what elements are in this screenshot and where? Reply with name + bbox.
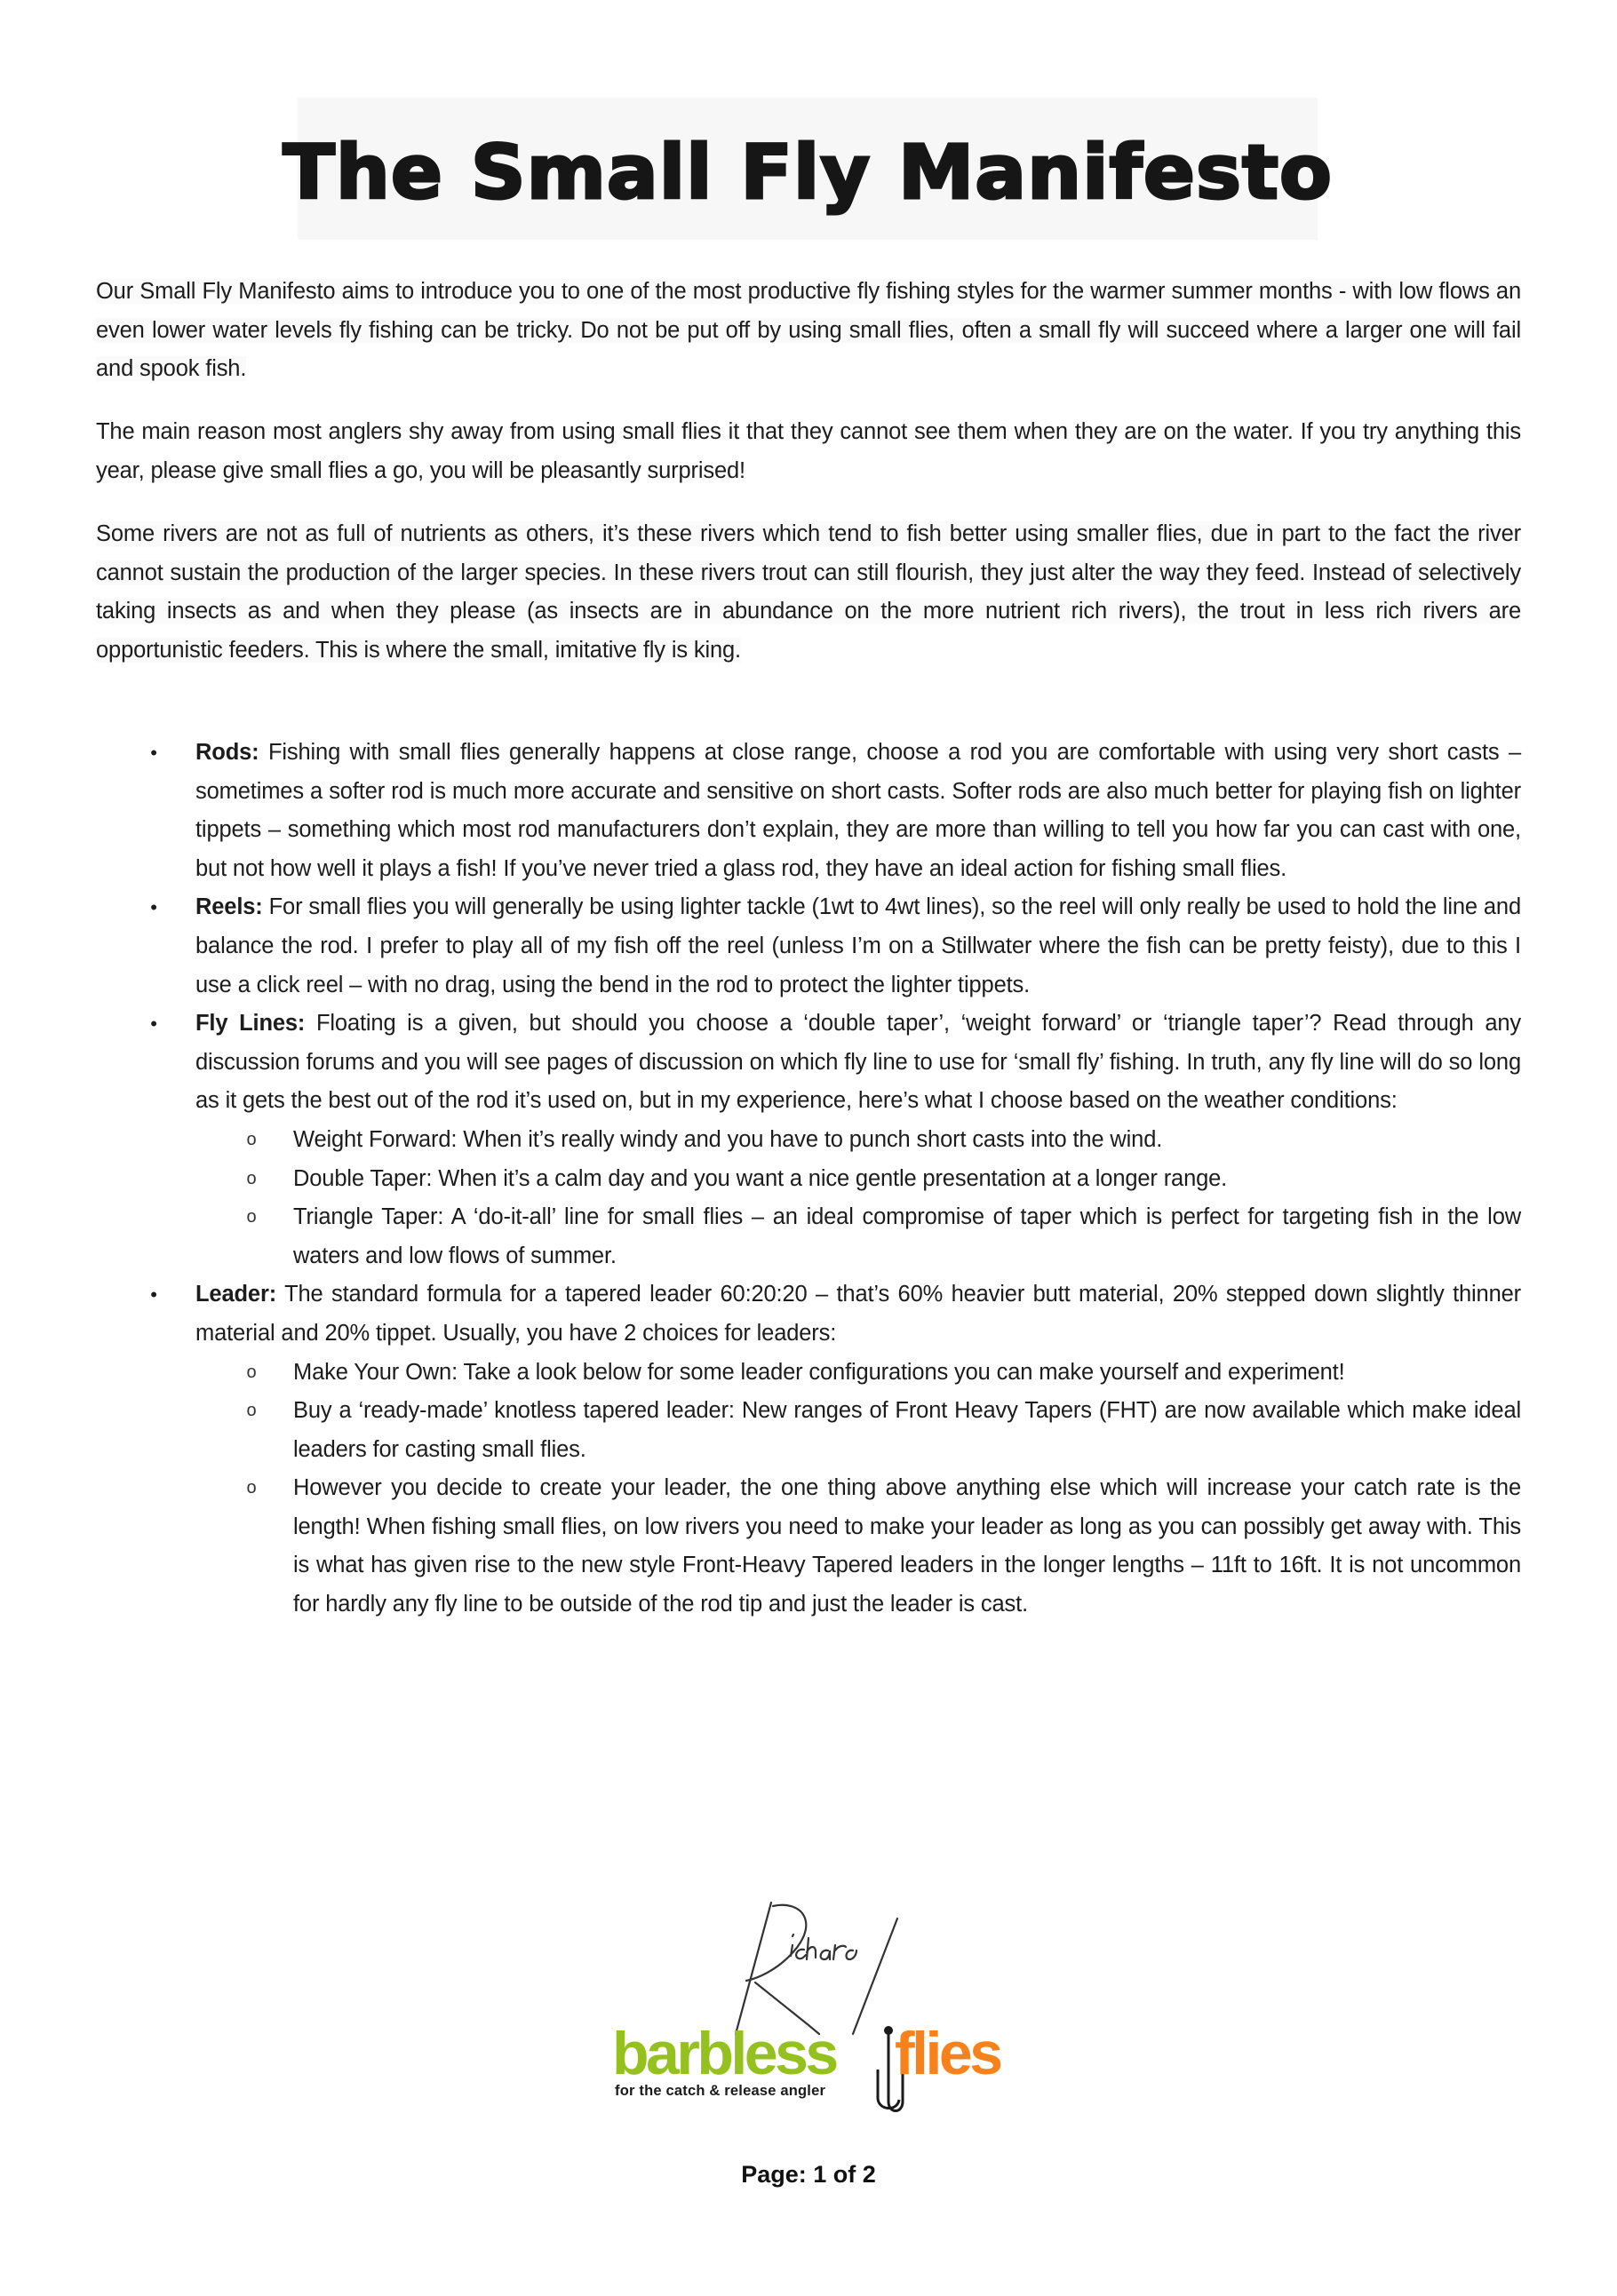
paragraph-text: Some rivers are not as full of nutrients as others, it’s these rivers which tend to fish better using smaller flies, due in part to the fact the river cannot sustain the production of the larger species. In these rivers trout can still flourish, they just alter the way they feed. Instead of selectively taking insects as and when they please (as insects are in abundance on the more nutrient rich rivers), the trout in less rich rivers are opportunistic feeders. This is where the small, imitative fly is king. <box>96 521 1521 663</box>
paragraph-text: Our Small Fly Manifesto aims to introduce you to one of the most productive fly fishing styles for the warmer summer months - with low flows an even lower water levels fly fishing can be tricky. Do not be put off by using small flies, often a small fly will succeed where a larger one will fail and spook fish. <box>96 279 1521 382</box>
page-number: Page: 1 of 2 <box>741 2161 876 2188</box>
brand-tagline: for the catch & release angler <box>615 2083 826 2099</box>
sub-item-text: Make Your Own: Take a look below for some leader configurations you can make yourself and experiment! <box>293 1359 1345 1385</box>
item-text: Floating is a given, but should you choose a ‘double taper’, ‘weight forward’ or ‘triangle taper’? Read through any discussion forums and you will see pages of discussion on which fly line to use for ‘small fly’ fishing. In truth, any fly line will do so long as it gets the best out of the rod it’s used on, but in my experience, here’s what I choose based on the weather conditions: <box>195 1011 1521 1114</box>
item-heading: Rods: <box>195 740 259 765</box>
sub-item <box>194 1392 1521 1469</box>
bullet-icon: • <box>150 1013 157 1036</box>
circle-bullet-icon: o <box>246 1168 257 1188</box>
sub-item <box>194 1121 1521 1160</box>
sub-item <box>194 1198 1521 1275</box>
bullet-icon: • <box>150 896 157 919</box>
circle-bullet-icon: o <box>246 1207 257 1227</box>
circle-bullet-icon: o <box>246 1478 257 1498</box>
intro-paragraph <box>96 273 1521 389</box>
tackle-list <box>96 734 1521 1625</box>
sub-item <box>194 1160 1521 1199</box>
page-title: The Small Fly Manifesto <box>283 129 1333 216</box>
item-text: For small flies you will generally be using lighter tackle (1wt to 4wt lines), so the reel will only really be used to hold the line and balance the rod. I prefer to play all of my fish off the reel (unless I’m on a Stillwater where the fish can be pretty feisty), due to this I use a click reel – with no drag, using the bend in the rod to protect the lighter tippets. <box>195 894 1521 997</box>
leader-sublist <box>96 1354 1521 1625</box>
sub-item <box>194 1354 1521 1393</box>
sub-item-text: Triangle Taper: A ‘do-it-all’ line for small flies – an ideal compromise of taper which is perfect for targeting fish in the low waters and low flows of summer. <box>293 1204 1521 1268</box>
list-item-leader <box>96 1275 1521 1624</box>
item-heading: Leader: <box>195 1282 277 1307</box>
item-text: Fishing with small flies generally happens at close range, choose a rod you are comfortable with using very short casts – sometimes a softer rod is much more accurate and sensitive on short casts. Softer rods are also much better for playing fish on lighter tippets – something which most rod manufacturers don’t explain, they are more than willing to tell you how far you can cast with one, but not how well it plays a fish! If you’ve never tried a glass rod, they have an ideal action for fishing small flies. <box>195 740 1521 881</box>
sub-item-text: However you decide to create your leader, the one thing above anything else which will increase your catch rate is the length! When fishing small flies, on low rivers you need to make your leader as long as you can possibly get away with. This is what has given rise to the new style Front-Heavy Tapered leaders in the longer lengths – 11ft to 16ft. It is not uncommon for hardly any fly line to be outside of the rod tip and just the leader is cast. <box>293 1475 1521 1617</box>
bullet-icon: • <box>150 1283 157 1307</box>
barbless-flies-logo <box>586 1892 1031 2114</box>
list-item-rods <box>96 734 1521 888</box>
brand-name-barbless: barbless <box>612 2020 836 2087</box>
sub-item <box>194 1469 1521 1624</box>
title-banner <box>283 98 1333 240</box>
fly-lines-sublist <box>96 1121 1521 1275</box>
list-item-fly-lines <box>96 1005 1521 1275</box>
reason-paragraph <box>96 413 1521 490</box>
sub-item-text: Weight Forward: When it’s really windy and you have to punch short casts into the wind. <box>293 1126 1163 1152</box>
item-heading: Fly Lines: <box>195 1011 306 1037</box>
item-text: The standard formula for a tapered leader 60:20:20 – that’s 60% heavier butt material, 20% stepped down slightly thinner material and 20% tippet. Usually, you have 2 choices for leaders: <box>195 1282 1521 1346</box>
item-heading: Reels: <box>195 894 263 920</box>
list-item-reels <box>96 888 1521 1005</box>
bullet-icon: • <box>150 742 157 764</box>
rivers-paragraph <box>96 515 1521 670</box>
circle-bullet-icon: o <box>246 1401 257 1421</box>
paragraph-text: The main reason most anglers shy away from using small flies it that they cannot see them when they are on the water. If you try anything this year, please give small flies a go, you will be pleasantly surprised! <box>96 419 1521 483</box>
circle-bullet-icon: o <box>246 1129 257 1149</box>
brand-name-flies: flies <box>895 2020 1000 2087</box>
circle-bullet-icon: o <box>246 1362 257 1382</box>
sub-item-text: Double Taper: When it’s a calm day and you want a nice gentle presentation at a longer range. <box>293 1165 1228 1191</box>
sub-item-text: Buy a ‘ready-made’ knotless tapered leader: New ranges of Front Heavy Tapers (FHT) are now available which make ideal leaders for casting small flies. <box>293 1398 1521 1462</box>
